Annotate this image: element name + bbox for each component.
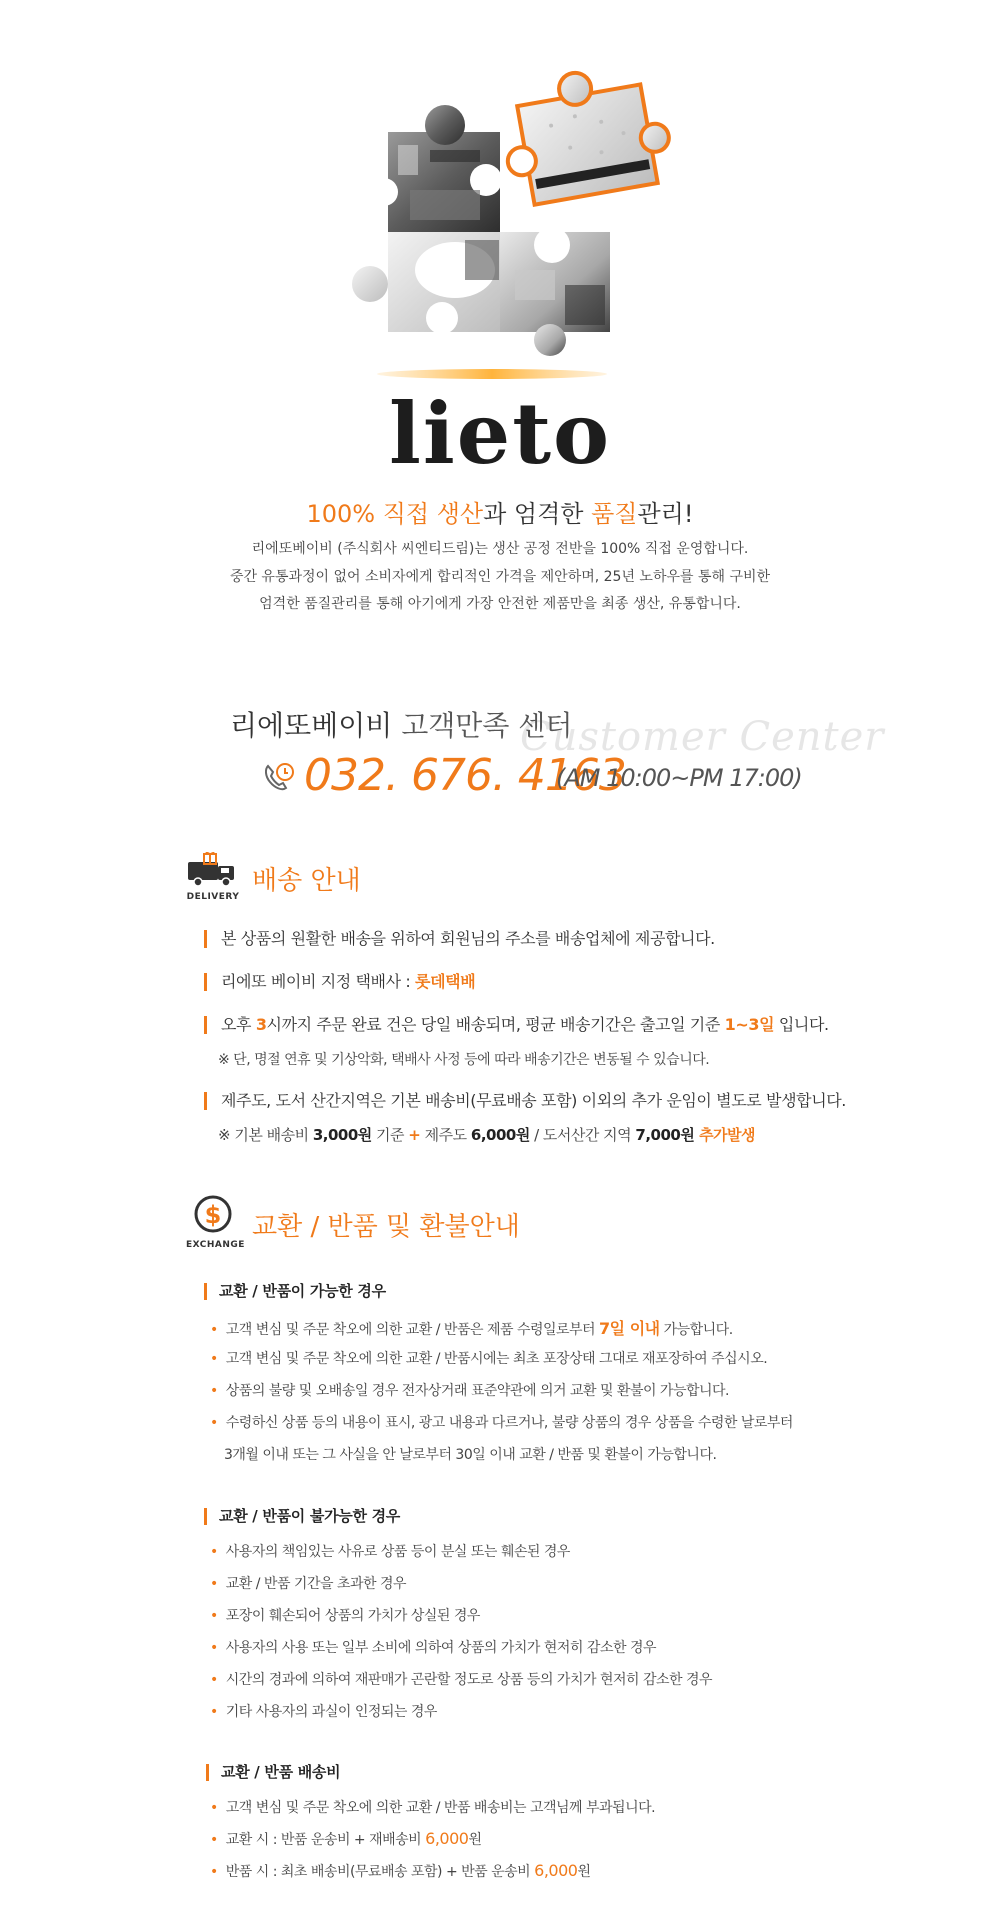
impossible-item (210, 1669, 712, 1689)
possible-item-4-text: 수령하신 상품 등의 내용이 표시, 광고 내용과 다르거나, 불량 상품의 경우 상품을 수령한 날로부터 (225, 1415, 793, 1431)
fee-text-d: 제주도 (420, 1126, 471, 1144)
cc-brand: 리에또베이비 (230, 709, 393, 742)
within-7-days: 7일 이내 (599, 1319, 660, 1338)
impossible-item-text: 시간의 경과에 의하여 재판매가 곤란할 정도로 상품 등의 가치가 현저히 감소한 경우 (225, 1672, 713, 1688)
headline-text: 과 엄격한 (483, 500, 592, 528)
fee-text-c: 기준 (371, 1126, 409, 1144)
bullet-dot: • (210, 1640, 218, 1656)
bullet-dot: • (210, 1544, 218, 1560)
factory-piece-top-left (370, 105, 502, 232)
svg-text:$: $ (204, 1201, 222, 1229)
delivery-line-courier (204, 973, 475, 991)
lieto-logo: lieto (388, 384, 612, 483)
cc-title-rest: 고객만족 센터 (392, 709, 573, 742)
possible-item-2-text: 고객 변심 및 주문 착오에 의한 교환 / 반품시에는 최초 포장상태 그대로 재포장하여 주십시오. (225, 1351, 768, 1367)
return-fee-text: 반품 시 : 최초 배송비(무료배송 포함) + 반품 운송비 (225, 1864, 535, 1880)
bullet-dot: • (210, 1864, 218, 1880)
possible-item-1-text: 고객 변심 및 주문 착오에 의한 교환 / 반품은 제품 수령일로부터 (225, 1322, 600, 1338)
possible-item (210, 1380, 729, 1400)
bullet-dot: • (210, 1322, 218, 1338)
possible-item-4-continued: 3개월 이내 또는 그 사실을 안 날로부터 30일 이내 교환 / 반품 및 환불이 가능합니다. (224, 1447, 717, 1463)
exchange-fee-text: 교환 시 : 반품 운송비 + 재배송비 (225, 1832, 426, 1848)
service-hours: (AM 10:00~PM 17:00) (556, 764, 802, 792)
impossible-item (210, 1541, 570, 1561)
possible-item-1-end: 가능합니다. (659, 1322, 733, 1338)
impossible-item (210, 1637, 656, 1657)
fee-text-a: ※ 기본 배송비 (218, 1126, 313, 1144)
exchange-icon-block (186, 1194, 245, 1250)
return-fee-unit: 원 (577, 1864, 591, 1880)
puzzle-hero-image (0, 0, 1000, 380)
impossible-heading: 교환 / 반품이 불가능한 경우 (204, 1508, 400, 1525)
courier-label: 리에또 베이비 지정 택배사 : (221, 972, 416, 991)
bullet-dot: • (210, 1383, 218, 1399)
customer-center-watermark: Customer Center (520, 714, 885, 760)
headline-quality: 품질 (591, 500, 638, 528)
return-fee-amount: 6,000 (534, 1861, 578, 1880)
bullet-dot: • (210, 1800, 218, 1816)
delivery-note-fees (218, 1124, 755, 1145)
shipping-item-1-text: 고객 변심 및 주문 착오에 의한 교환 / 반품 배송비는 고객님께 부과됩니다. (225, 1800, 656, 1816)
extra-charge-label: 추가발생 (694, 1126, 756, 1144)
possible-item-3-text: 상품의 불량 및 오배송일 경우 전자상거래 표준약관에 의거 교환 및 환불이 가능합니다. (225, 1383, 730, 1399)
delivery-truck-icon (186, 852, 240, 886)
shipping-item (210, 1861, 591, 1881)
phone-number[interactable]: 032. 676. 4163 (304, 750, 626, 801)
fee-text-f: / 도서산간 지역 (529, 1126, 636, 1144)
customer-center-title (230, 704, 572, 744)
bullet-dot: • (210, 1351, 218, 1367)
bullet-dot: • (210, 1415, 218, 1431)
delivery-line-remote: 제주도, 도서 산간지역은 기본 배송비(무료배송 포함) 이외의 추가 운임이 별도로 발생합니다. (204, 1092, 846, 1110)
base-fee: 3,000원 (312, 1126, 372, 1144)
headline-highlight: 100% 직접 생산 (306, 500, 484, 528)
fabric-piece-bottom-left (352, 232, 500, 334)
exchange-icon-caption: EXCHANGE (186, 1240, 245, 1250)
plus-sign: + (408, 1126, 421, 1144)
exchange-fee-amount: 6,000 (425, 1829, 469, 1848)
schedule-text-a: 오후 (221, 1015, 256, 1034)
delivery-icon-block (186, 852, 240, 902)
remote-fee: 7,000원 (635, 1126, 695, 1144)
possible-item (210, 1348, 767, 1368)
impossible-item (210, 1701, 437, 1721)
headline (0, 494, 1000, 529)
impossible-item (210, 1605, 480, 1625)
shipping-fee-heading: 교환 / 반품 배송비 (206, 1764, 340, 1781)
delivery-title: 배송 안내 (252, 866, 361, 896)
jeju-fee: 6,000원 (470, 1126, 530, 1144)
cutoff-hour: 3 (255, 1015, 267, 1034)
shipping-item (210, 1829, 482, 1849)
possible-item (210, 1316, 733, 1339)
bullet-dot: • (210, 1608, 218, 1624)
impossible-item-text: 교환 / 반품 기간을 초과한 경우 (225, 1576, 407, 1592)
bullet-dot: • (210, 1832, 218, 1848)
fabric-piece-floating (495, 59, 677, 208)
exchange-title: 교환 / 반품 및 환불안내 (252, 1212, 520, 1242)
impossible-item-text: 기타 사용자의 과실이 인정되는 경우 (225, 1704, 437, 1720)
phone-icon (260, 760, 296, 796)
delivery-days: 1~3일 (724, 1015, 775, 1034)
delivery-icon-caption: DELIVERY (186, 892, 240, 902)
possible-item (210, 1412, 793, 1432)
dollar-coin-icon (186, 1194, 240, 1234)
bullet-dot: • (210, 1576, 218, 1592)
delivery-line-schedule (204, 1016, 829, 1034)
impossible-item-text: 사용자의 책임있는 사유로 상품 등이 분실 또는 훼손된 경우 (225, 1544, 570, 1560)
sewing-piece-bottom-right (500, 227, 610, 356)
intro-line-1: 리에또베이비 (주식회사 씨엔티드림)는 생산 공정 전반을 100% 직접 운영합니다. (251, 541, 749, 557)
delivery-line-address: 본 상품의 원활한 배송을 위하여 회원님의 주소를 배송업체에 제공합니다. (204, 930, 715, 948)
bullet-dot: • (210, 1672, 218, 1688)
orange-shadow (377, 369, 607, 379)
possible-heading: 교환 / 반품이 가능한 경우 (204, 1283, 386, 1300)
courier-name: 롯데택배 (415, 972, 476, 991)
delivery-note-delay: ※ 단, 명절 연휴 및 기상악화, 택배사 사정 등에 따라 배송기간은 변동될 수 있습니다. (218, 1052, 710, 1068)
shipping-item (210, 1797, 655, 1817)
exchange-fee-unit: 원 (468, 1832, 482, 1848)
intro-line-2: 중간 유통과정이 없어 소비자에게 합리적인 가격을 제안하며, 25년 노하우를 통해 구비한 (229, 569, 771, 585)
headline-text-end: 관리! (637, 500, 694, 528)
schedule-text-c: 시까지 주문 완료 건은 당일 배송되며, 평균 배송기간은 출고일 기준 (266, 1015, 725, 1034)
intro-line-3: 엄격한 품질관리를 통해 아기에게 가장 안전한 제품만을 최종 생산, 유통합니다. (259, 596, 741, 612)
schedule-text-e: 입니다. (774, 1015, 829, 1034)
impossible-item-text: 사용자의 사용 또는 일부 소비에 의하여 상품의 가치가 현저히 감소한 경우 (225, 1640, 656, 1656)
impossible-item-text: 포장이 훼손되어 상품의 가치가 상실된 경우 (225, 1608, 480, 1624)
bullet-dot: • (210, 1704, 218, 1720)
impossible-item (210, 1573, 406, 1593)
